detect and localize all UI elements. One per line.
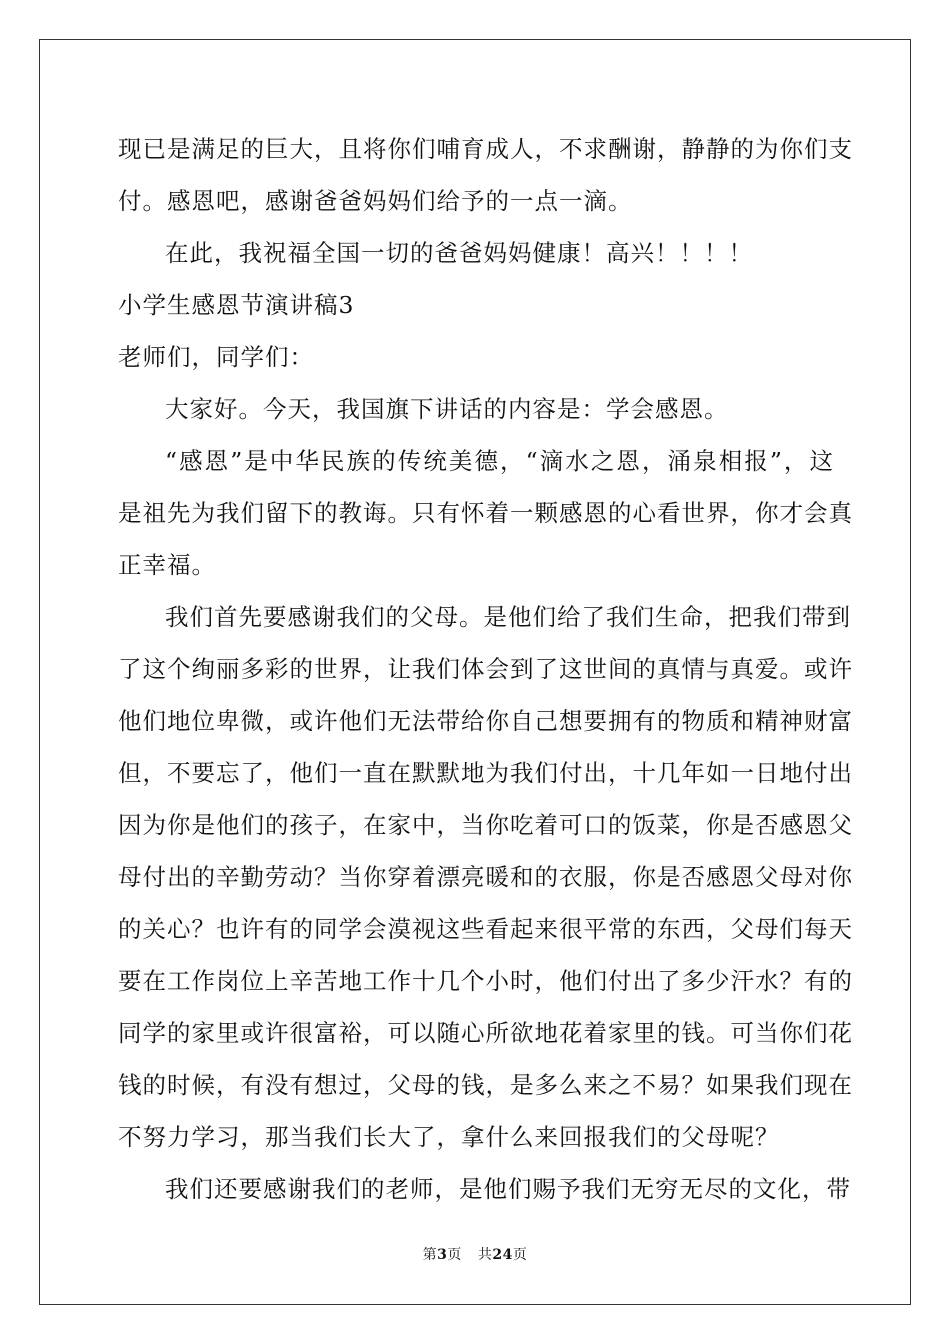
body-line: 付。感恩吧，感谢爸爸妈妈们给予的一点一滴。 [118,187,633,215]
body-line: 我们首先要感谢我们的父母。是他们给了我们生命，把我们带到 [165,603,851,631]
body-line: “感恩”是中华民族的传统美德，“滴水之恩，涌泉相报”，这 [165,447,834,475]
body-line: 现已是满足的巨大，且将你们哺育成人，不求酬谢，静静的为你们支 [118,135,853,163]
page-suffix: 页 [447,1247,462,1263]
body-line: 的关心？也许有的同学会漠视这些看起来很平常的东西，父母们每天 [118,915,853,943]
body-line: 了这个绚丽多彩的世界，让我们体会到了这世间的真情与真爱。或许 [118,655,853,683]
body-line: 母付出的辛勤劳动？当你穿着漂亮暖和的衣服，你是否感恩父母对你 [118,863,853,891]
body-line: 不努力学习，那当我们长大了，拿什么来回报我们的父母呢？ [118,1123,780,1151]
salutation: 老师们，同学们： [118,343,314,371]
body-line: 同学的家里或许很富裕，可以随心所欲地花着家里的钱。可当你们花 [118,1019,853,1047]
body-line: 我们还要感谢我们的老师，是他们赐予我们无穷无尽的文化，带 [165,1175,851,1203]
body-line: 他们地位卑微，或许他们无法带给你自己想要拥有的物质和精神财富 [118,707,853,735]
body-line: 因为你是他们的孩子，在家中，当你吃着可口的饭菜，你是否感恩父 [118,811,853,839]
page-current: 3 [437,1247,448,1263]
page-prefix: 第 [422,1247,438,1263]
page-total: 24 [492,1247,513,1263]
body-line: 钱的时候，有没有想过，父母的钱，是多么来之不易？如果我们现在 [118,1071,853,1099]
body-line: 要在工作岗位上辛苦地工作十几个小时，他们付出了多少汗水？有的 [118,967,853,995]
total-suffix: 页 [512,1247,528,1263]
document-body [118,128,853,1220]
body-line: 但，不要忘了，他们一直在默默地为我们付出，十几年如一日地付出 [118,759,853,787]
total-prefix: 共 [477,1247,493,1263]
page-footer [0,1245,950,1265]
body-line: 在此，我祝福全国一切的爸爸妈妈健康！高兴！！！！ [165,239,753,267]
body-line: 大家好。今天，我国旗下讲话的内容是：学会感恩。 [165,395,729,423]
body-line: 正幸福。 [118,551,216,579]
section-heading: 小学生感恩节演讲稿3 [118,291,355,319]
body-line: 是祖先为我们留下的教诲。只有怀着一颗感恩的心看世界，你才会真 [118,499,853,527]
